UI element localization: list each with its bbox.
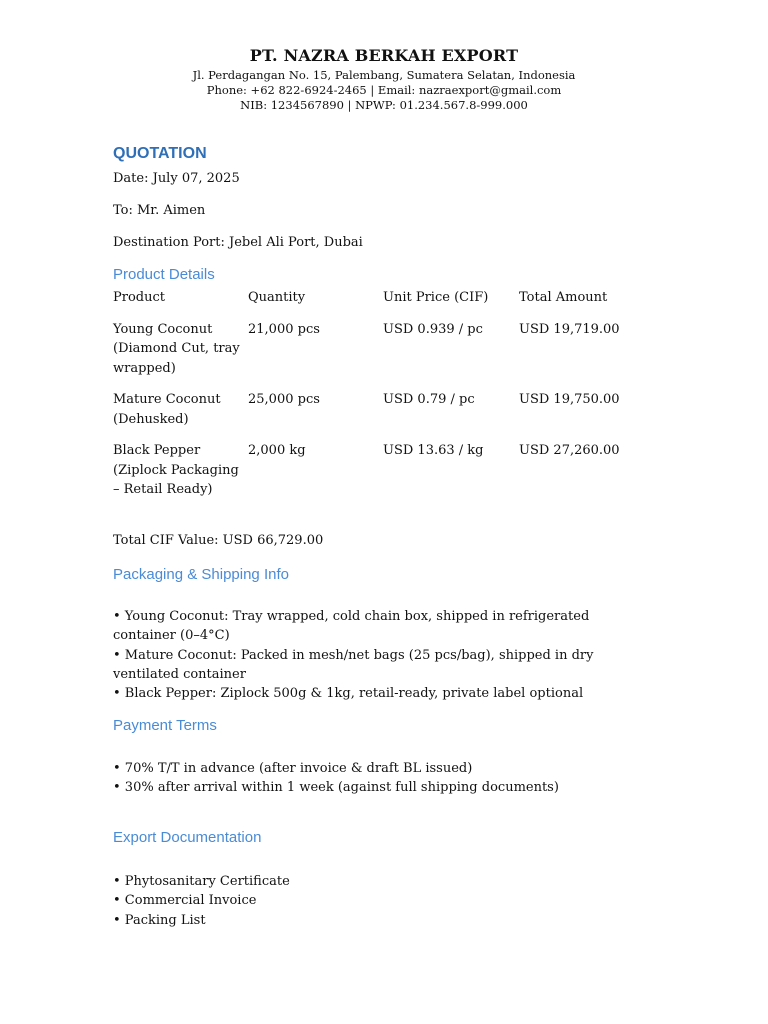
product-table: [113, 288, 659, 500]
column-header: Product: [113, 290, 165, 305]
company-ids: NIB: 1234567890 | NPWP: 01.234.567.8-999.000: [240, 98, 528, 112]
company-address: Jl. Perdagangan No. 15, Palembang, Sumatera Selatan, Indonesia: [192, 68, 576, 82]
list-item: • Packing List: [113, 912, 206, 928]
product-details-heading: Product Details: [113, 266, 215, 283]
list-item: • 30% after arrival within 1 week (against full shipping documents): [113, 780, 559, 796]
list-item: • Young Coconut: Tray wrapped, cold chain box, shipped in refrigerated container (0–4°C): [113, 609, 590, 644]
company-contact: Phone: +62 822-6924-2465 | Email: nazraexport@gmail.com: [206, 83, 562, 97]
export-documentation-list: [113, 872, 653, 930]
column-header: Total Amount: [519, 290, 608, 305]
table-row: [113, 441, 659, 500]
product-cell: Young Coconut (Diamond Cut, tray wrapped): [113, 321, 240, 376]
total-cell: USD 27,260.00: [519, 443, 620, 458]
quantity-cell: 2,000 kg: [248, 443, 306, 458]
unit-price-cell: USD 13.63 / kg: [383, 443, 484, 458]
total-cell: USD 19,719.00: [519, 321, 620, 337]
quotation-date: Date: July 07, 2025: [113, 171, 240, 186]
column-header: Quantity: [248, 290, 306, 305]
list-item: • Phytosanitary Certificate: [113, 874, 290, 889]
packaging-heading: Packaging & Shipping Info: [113, 566, 289, 583]
payment-terms-list: [113, 759, 653, 798]
quotation-title: QUOTATION: [113, 145, 207, 162]
packaging-list: [113, 607, 653, 703]
destination-port: Destination Port: Jebel Ali Port, Dubai: [113, 235, 363, 250]
product-cell: Black Pepper (Ziplock Packaging – Retail Ready): [113, 443, 239, 497]
quantity-cell: 21,000 pcs: [248, 321, 320, 337]
total-cif-value: Total CIF Value: USD 66,729.00: [113, 533, 324, 548]
quantity-cell: 25,000 pcs: [248, 392, 320, 407]
unit-price-cell: USD 0.79 / pc: [383, 392, 475, 407]
letterhead: [0, 46, 768, 113]
list-item: • Commercial Invoice: [113, 893, 257, 909]
table-header-row: [113, 288, 659, 308]
table-row: [113, 320, 659, 379]
list-item: • 70% T/T in advance (after invoice & draft BL issued): [113, 761, 473, 776]
total-cell: USD 19,750.00: [519, 392, 620, 407]
unit-price-cell: USD 0.939 / pc: [383, 321, 483, 337]
company-name: PT. NAZRA BERKAH EXPORT: [249, 46, 519, 65]
table-row: [113, 390, 659, 429]
quotation-recipient: To: Mr. Aimen: [113, 203, 206, 218]
column-header: Unit Price (CIF): [383, 290, 489, 305]
list-item: • Mature Coconut: Packed in mesh/net bags (25 pcs/bag), shipped in dry ventilated container: [113, 647, 594, 682]
export-documentation-heading: Export Documentation: [113, 829, 262, 846]
product-cell: Mature Coconut (Dehusked): [113, 392, 221, 427]
list-item: • Black Pepper: Ziplock 500g & 1kg, retail-ready, private label optional: [113, 686, 584, 702]
payment-terms-heading: Payment Terms: [113, 717, 217, 734]
